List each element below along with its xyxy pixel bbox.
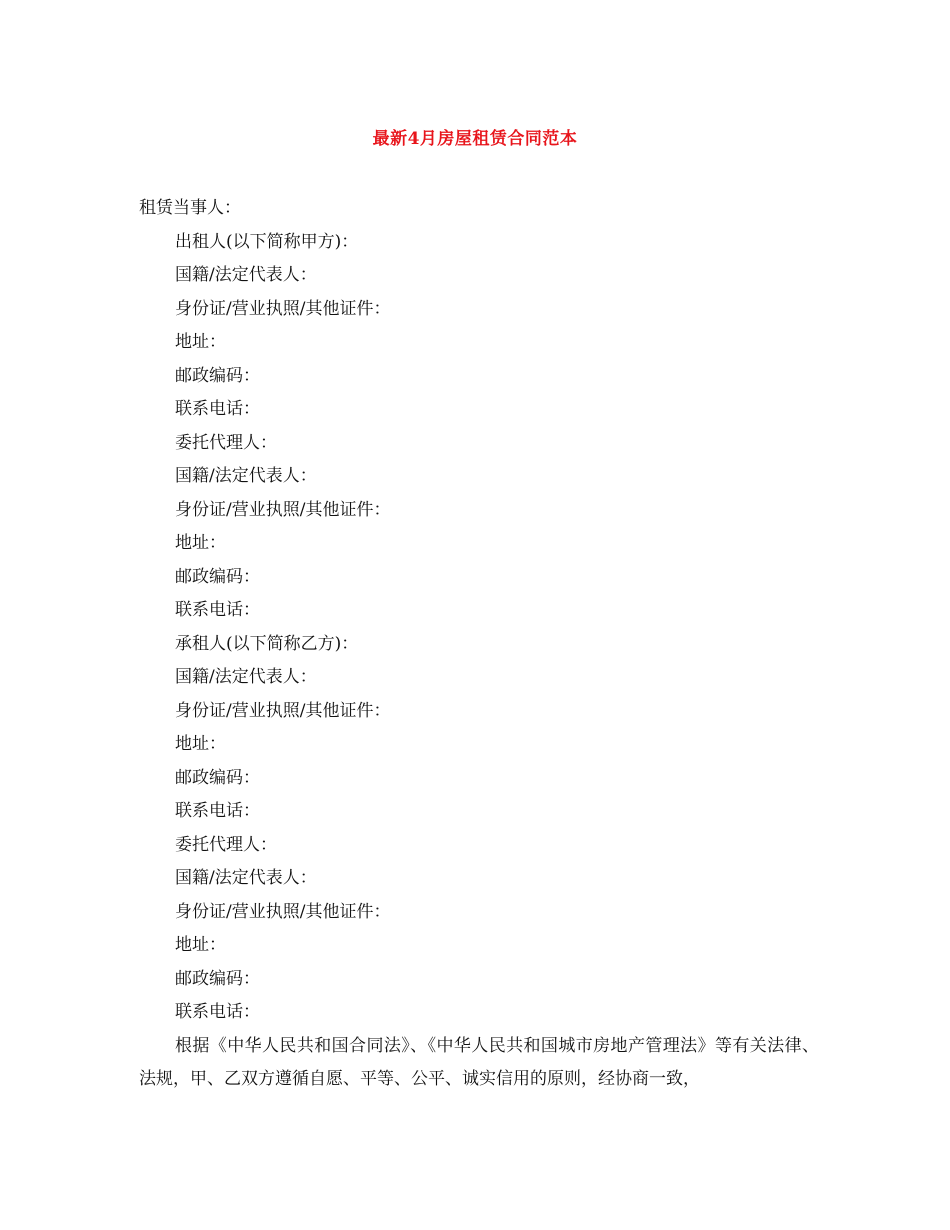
lessor-agent-address-field: 地址： [175,533,226,553]
lessee-phone-field: 联系电话： [175,801,260,821]
lessee-address-field: 地址： [175,734,226,754]
lessee-agent-postcode-field: 邮政编码： [175,968,260,989]
lessor-postcode-field: 邮政编码： [175,365,260,386]
lessee-label: 承租人(以下简称乙方)： [175,633,359,654]
lessee-postcode-field: 邮政编码： [175,767,260,788]
lessor-agent-label: 委托代理人： [175,432,277,453]
lessor-nationality-field: 国籍/法定代表人： [175,265,317,285]
parties-heading: 租赁当事人： [139,198,241,218]
lessee-id-field: 身份证/营业执照/其他证件： [175,700,391,721]
lessee-agent-address-field: 地址： [175,935,226,955]
lessee-agent-nationality-field: 国籍/法定代表人： [175,868,317,888]
lessor-label: 出租人(以下简称甲方)： [175,231,359,252]
lessor-agent-phone-field: 联系电话： [175,600,260,620]
legal-basis-paragraph: 根据《中华人民共和国合同法》、《中华人民共和国城市房地产管理法》等有关法律、法规，甲、乙双方遵循自愿、平等、公平、诚实信用的原则，经协商一致， [139,1035,819,1089]
lessee-agent-label: 委托代理人： [175,834,277,855]
lessor-agent-postcode-field: 邮政编码： [175,566,260,587]
lessee-agent-id-field: 身份证/营业执照/其他证件： [175,901,391,922]
document-body [139,192,819,1097]
lessor-phone-field: 联系电话： [175,399,260,419]
lessee-agent-phone-field: 联系电话： [175,1002,260,1022]
lessee-nationality-field: 国籍/法定代表人： [175,667,317,687]
document-title: 最新4月房屋租赁合同范本 [372,129,578,149]
lessor-address-field: 地址： [175,332,226,352]
lessor-agent-nationality-field: 国籍/法定代表人： [175,466,317,486]
lessor-agent-id-field: 身份证/营业执照/其他证件： [175,499,391,520]
lessor-id-field: 身份证/营业执照/其他证件： [175,298,391,319]
